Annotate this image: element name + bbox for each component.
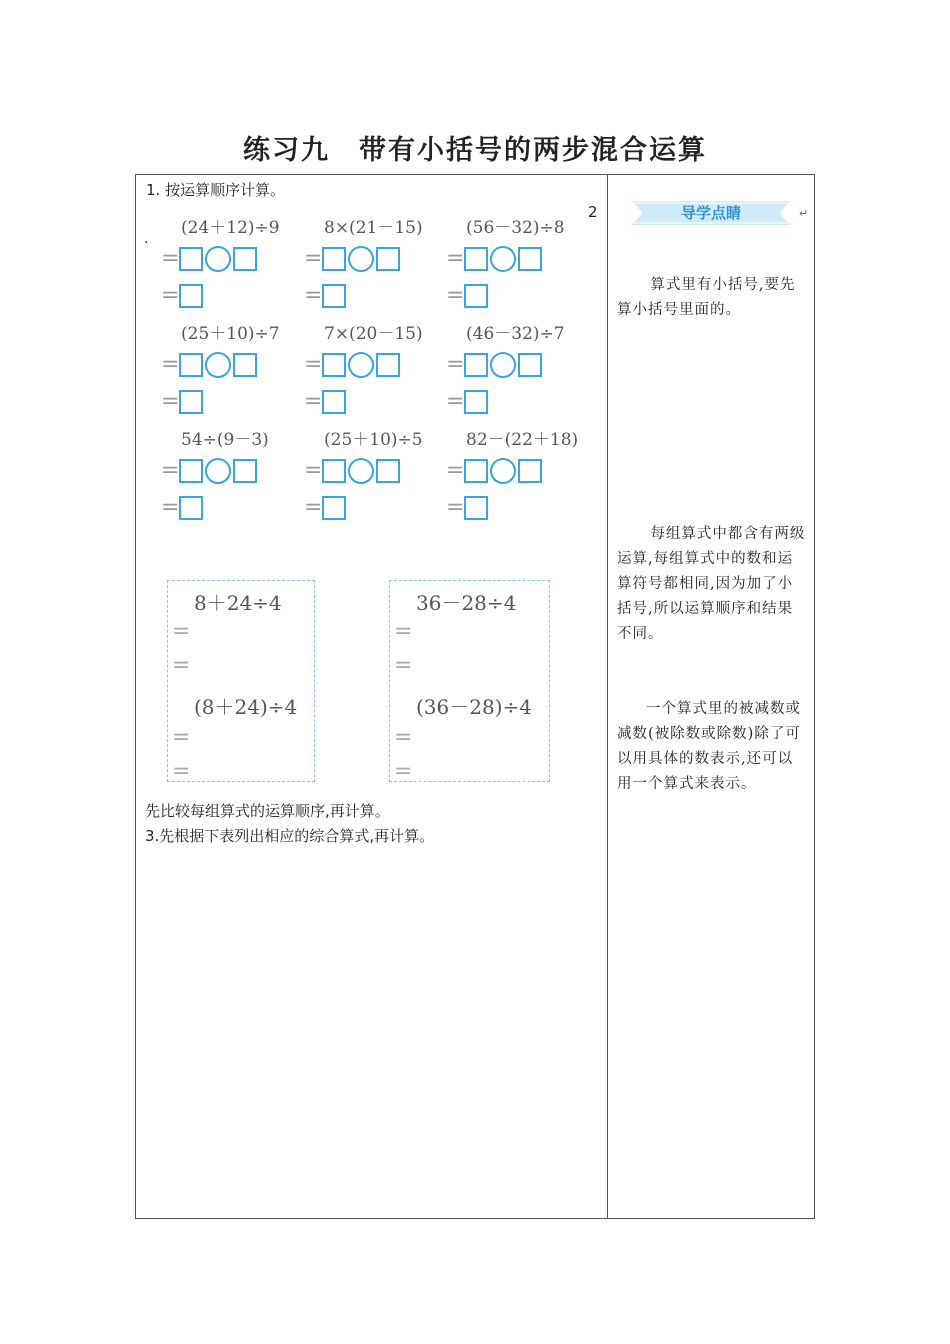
compare-box-1 bbox=[167, 580, 315, 782]
operator-circle[interactable] bbox=[348, 352, 374, 378]
answer-box[interactable] bbox=[179, 353, 203, 377]
page-title: 练习九 带有小括号的两步混合运算 bbox=[243, 135, 707, 166]
answer-row-step1 bbox=[446, 352, 542, 378]
problem-expression: 82－(22＋18) bbox=[466, 430, 579, 450]
operator-circle[interactable] bbox=[348, 458, 374, 484]
equal-sign: = bbox=[394, 619, 413, 644]
compare-2-expr-b: (36－28)÷4 bbox=[416, 695, 532, 719]
answer-row-result bbox=[304, 284, 346, 308]
answer-row-step1 bbox=[161, 458, 257, 484]
equal-sign: = bbox=[304, 352, 323, 377]
worksheet-table bbox=[135, 174, 815, 1219]
tip-2: 每组算式中都含有两级运算,每组算式中的数和运算符号都相同,因为加了小括号,所以运算顺序和结果不同。 bbox=[617, 526, 806, 642]
equal-sign: = bbox=[161, 283, 180, 308]
answer-row-step1 bbox=[304, 458, 400, 484]
equal-sign: = bbox=[446, 495, 465, 520]
answer-box[interactable] bbox=[179, 247, 203, 271]
answer-box[interactable] bbox=[464, 284, 488, 308]
problem-expression: 8×(21－15) bbox=[324, 218, 423, 238]
operator-circle[interactable] bbox=[490, 458, 516, 484]
problem-expression: (25＋10)÷7 bbox=[181, 324, 280, 344]
answer-box[interactable] bbox=[233, 247, 257, 271]
column-divider bbox=[607, 175, 608, 1218]
answer-row-step1 bbox=[161, 352, 257, 378]
equal-sign: = bbox=[304, 246, 323, 271]
problem-expression: (24＋12)÷9 bbox=[181, 218, 280, 238]
answer-row-step1 bbox=[304, 352, 400, 378]
question-1-label: 1. 按运算顺序计算。 bbox=[146, 181, 286, 199]
problem-expression: (56－32)÷8 bbox=[466, 218, 565, 238]
answer-box[interactable] bbox=[322, 353, 346, 377]
compare-1-expr-b: (8＋24)÷4 bbox=[194, 695, 298, 719]
answer-row-result bbox=[304, 390, 346, 414]
answer-box[interactable] bbox=[376, 353, 400, 377]
answer-box[interactable] bbox=[376, 459, 400, 483]
equal-sign: = bbox=[394, 725, 413, 750]
equal-sign: = bbox=[394, 653, 413, 678]
operator-circle[interactable] bbox=[205, 246, 231, 272]
return-mark-icon: ↵ bbox=[799, 207, 809, 220]
answer-box[interactable] bbox=[464, 459, 488, 483]
problem-expression: 7×(20－15) bbox=[324, 324, 423, 344]
equal-sign: = bbox=[304, 458, 323, 483]
equal-sign: = bbox=[161, 389, 180, 414]
answer-box[interactable] bbox=[518, 247, 542, 271]
operator-circle[interactable] bbox=[490, 352, 516, 378]
answer-box[interactable] bbox=[322, 247, 346, 271]
answer-box[interactable] bbox=[233, 459, 257, 483]
answer-box[interactable] bbox=[464, 390, 488, 414]
tip-1: 算式里有小括号,要先算小括号里面的。 bbox=[617, 277, 796, 318]
question-3-label: 3.先根据下表列出相应的综合算式,再计算。 bbox=[145, 827, 435, 845]
equal-sign: = bbox=[304, 283, 323, 308]
equal-sign: = bbox=[304, 389, 323, 414]
answer-box[interactable] bbox=[179, 496, 203, 520]
operator-circle[interactable] bbox=[490, 246, 516, 272]
answer-box[interactable] bbox=[233, 353, 257, 377]
equal-sign: = bbox=[161, 246, 180, 271]
equal-sign: = bbox=[446, 352, 465, 377]
answer-row-result bbox=[161, 496, 203, 520]
equal-sign: = bbox=[446, 283, 465, 308]
answer-box[interactable] bbox=[179, 390, 203, 414]
answer-box[interactable] bbox=[464, 496, 488, 520]
equal-sign: = bbox=[304, 495, 323, 520]
answer-box[interactable] bbox=[518, 459, 542, 483]
equal-sign: = bbox=[161, 458, 180, 483]
compare-2-expr-a: 36－28÷4 bbox=[416, 591, 517, 615]
answer-row-step1 bbox=[304, 246, 400, 272]
answer-row-result bbox=[446, 284, 488, 308]
equal-sign: = bbox=[161, 352, 180, 377]
stray-dot: . bbox=[144, 231, 149, 247]
answer-row-result bbox=[446, 496, 488, 520]
answer-box[interactable] bbox=[322, 284, 346, 308]
tip-3: 一个算式里的被减数或减数(被除数或除数)除了可以用具体的数表示,还可以用一个算式来表示。 bbox=[617, 701, 801, 792]
operator-circle[interactable] bbox=[205, 458, 231, 484]
answer-row-step1 bbox=[446, 246, 542, 272]
problem-expression: (46－32)÷7 bbox=[466, 324, 565, 344]
answer-box[interactable] bbox=[179, 284, 203, 308]
problem-expression: 54÷(9－3) bbox=[181, 430, 269, 450]
equal-sign: = bbox=[446, 458, 465, 483]
answer-box[interactable] bbox=[464, 353, 488, 377]
operator-circle[interactable] bbox=[348, 246, 374, 272]
badge-label: 导学点睛 bbox=[680, 204, 741, 222]
compare-instruction: 先比较每组算式的运算顺序,再计算。 bbox=[145, 802, 390, 820]
equal-sign: = bbox=[446, 246, 465, 271]
equal-sign: = bbox=[172, 725, 191, 750]
answer-box[interactable] bbox=[179, 459, 203, 483]
guide-badge bbox=[631, 199, 816, 227]
compare-1-expr-a: 8＋24÷4 bbox=[194, 591, 282, 615]
answer-box[interactable] bbox=[518, 353, 542, 377]
equal-sign: = bbox=[172, 619, 191, 644]
side-number: 2 bbox=[588, 203, 598, 221]
answer-box[interactable] bbox=[464, 247, 488, 271]
equal-sign: = bbox=[172, 759, 191, 784]
answer-row-result bbox=[304, 496, 346, 520]
equal-sign: = bbox=[161, 495, 180, 520]
answer-row-step1 bbox=[446, 458, 542, 484]
answer-row-result bbox=[161, 390, 203, 414]
answer-box[interactable] bbox=[322, 390, 346, 414]
answer-row-step1 bbox=[161, 246, 257, 272]
equal-sign: = bbox=[446, 389, 465, 414]
operator-circle[interactable] bbox=[205, 352, 231, 378]
answer-box[interactable] bbox=[376, 247, 400, 271]
answer-row-result bbox=[161, 284, 203, 308]
answer-box[interactable] bbox=[322, 459, 346, 483]
equal-sign: = bbox=[394, 759, 413, 784]
problem-expression: (25＋10)÷5 bbox=[324, 430, 423, 450]
compare-box-2 bbox=[389, 580, 550, 782]
equal-sign: = bbox=[172, 653, 191, 678]
answer-box[interactable] bbox=[322, 496, 346, 520]
answer-row-result bbox=[446, 390, 488, 414]
